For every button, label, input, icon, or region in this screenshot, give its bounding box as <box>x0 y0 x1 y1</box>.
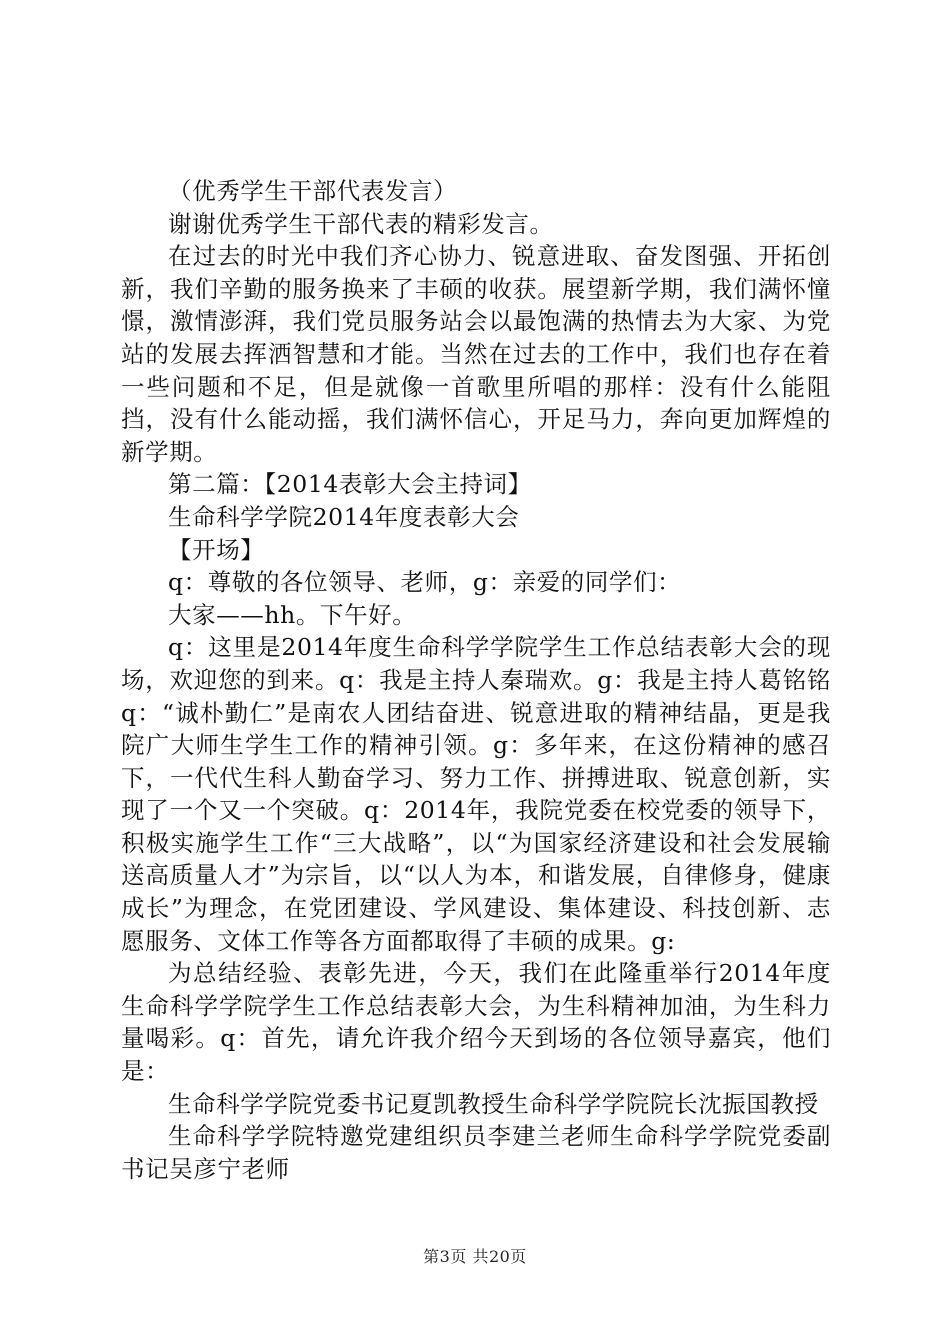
paragraph-guests-1: 生命科学学院党委书记夏凯教授生命科学学院院长沈振国教授 <box>168 1089 819 1118</box>
paragraph-guests-2: 生命科学学院特邀党建组织员李建兰老师生命科学学院党委副书记吴彦宁老师 <box>121 1122 831 1183</box>
opening-heading: 【开场】 <box>168 535 265 564</box>
page-number: 第3页 共20页 <box>423 1247 527 1266</box>
paragraph-thanks: 谢谢优秀学生干部代表的精彩发言。 <box>168 209 554 238</box>
paragraph-hello: 大家——hh。下午好。 <box>168 600 417 629</box>
paragraph-greeting: q：尊敬的各位领导、老师，g：亲爱的同学们： <box>168 568 682 597</box>
document-body <box>121 175 831 1185</box>
paragraph-speech-note: （优秀学生干部代表发言） <box>168 177 458 205</box>
paragraph-review: 在过去的时光中我们齐心协力、锐意进取、奋发图强、开拓创新，我们辛勤的服务换来了丰硕的收获。展望新学期，我们满怀憧憬，激情澎湃，我们党员服务站会以最饱满的热情去为大家、为党站的发展去挥洒智慧和才能。当然在过去的工作中，我们也存在着一些问题和不足，但是就像一首歌里所唱的那样：没有什么能阻挡，没有什么能动摇，我们满怀信心，开足马力，奔向更加辉煌的新学期。 <box>121 242 831 466</box>
event-title: 生命科学学院2014年度表彰大会 <box>168 502 520 531</box>
section-heading: 第二篇：【2014表彰大会主持词】 <box>168 470 532 499</box>
paragraph-introduction: q：这里是2014年度生命科学学院学生工作总结表彰大会的现场，欢迎您的到来。q：我是主持人秦瑞欢。g：我是主持人葛铭铭q：“诚朴勤仁”是南农人团结奋进、锐意进取的精神结晶，更是我院广大师生学生工作的精神引领。g：多年来，在这份精神的感召下，一代代生科人勤奋学习、努力工作、拼搏进取、锐意创新，实现了一个又一个突破。q：2014年，我院党委在校党委的领导下，积极实施学生工作“三大战略”，以“为国家经济建设和社会发展输送高质量人才”为宗旨，以“以人为本，和谐发展，自律修身，健康成长”为理念，在党团建设、学风建设、集体建设、科技创新、志愿服务、文体工作等各方面都取得了丰硕的成果。g: <box>121 633 831 955</box>
paragraph-purpose: 为总结经验、表彰先进，今天，我们在此隆重举行2014年度生命科学学院学生工作总结表彰大会，为生科精神加油，为生科力量喝彩。q：首先，请允许我介绍今天到场的各位领导嘉宾，他们是： <box>121 959 831 1086</box>
